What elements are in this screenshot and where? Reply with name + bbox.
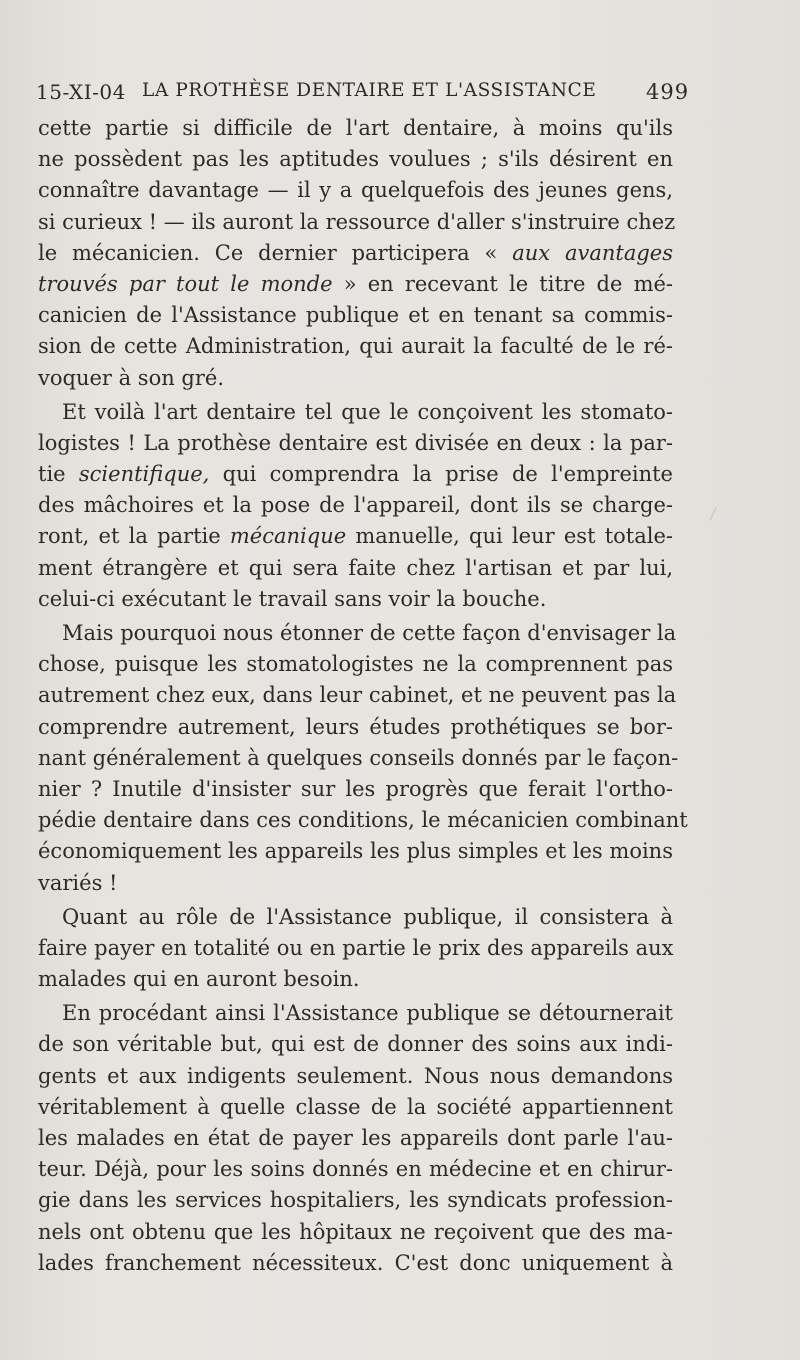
text-line (38, 238, 673, 269)
text-line (38, 584, 673, 615)
text-segment: de son véritable but, qui est de donner des soins aux indi- (38, 1032, 673, 1057)
text-segment: variés ! (38, 870, 118, 895)
text-line (38, 269, 673, 300)
italic-text: aux avantages (512, 240, 673, 265)
text-line (38, 1185, 673, 1216)
text-segment: pédie dentaire dans ces conditions, le mécanicien combinant (38, 808, 688, 833)
paragraph (38, 618, 688, 899)
page-number: 499 (646, 80, 690, 104)
text-line (38, 743, 679, 774)
text-segment: canicien de l'Assistance publique et en tenant sa commis- (38, 303, 673, 328)
text-line (38, 712, 673, 743)
text-line (38, 300, 673, 331)
text-segment: chose, puisque les stomatologistes ne la comprennent pas (38, 652, 673, 677)
text-segment: véritablement à quelle classe de la société appartiennent (38, 1094, 673, 1119)
text-line (38, 459, 673, 490)
text-segment: celui-ci exécutant le travail sans voir la bouche. (38, 586, 547, 611)
text-segment: » en recevant le titre de mé- (332, 271, 674, 296)
paragraph (38, 998, 673, 1279)
text-line (38, 836, 673, 867)
text-line (38, 113, 673, 144)
text-line (38, 805, 688, 836)
text-line (38, 1154, 673, 1185)
text-line (38, 680, 677, 711)
text-line (38, 397, 673, 428)
italic-text: trouvés par tout le monde (38, 271, 333, 296)
italic-text: mécanique (229, 524, 347, 549)
text-line (38, 1217, 673, 1248)
text-line (38, 618, 677, 649)
text-line (38, 144, 673, 175)
text-segment: nant généralement à quelques conseils donnés par le façon- (38, 745, 679, 770)
text-segment: teur. Déjà, pour les soins donnés en médecine et en chirur- (38, 1157, 673, 1182)
text-segment: sion de cette Administration, qui aurait la faculté de le ré- (38, 334, 673, 359)
paper-mark (702, 504, 716, 520)
text-line (38, 207, 676, 238)
text-segment: ment étrangère et qui sera faite chez l'artisan et par lui, (38, 555, 673, 580)
text-segment: Et voilà l'art dentaire tel que le conçoivent les stomato- (62, 399, 673, 424)
text-line (38, 1248, 673, 1279)
text-segment: les malades en état de payer les appareils dont parle l'au- (38, 1126, 673, 1150)
text-segment: connaître davantage — il y a quelquefois des jeunes gens, (38, 178, 673, 203)
text-line (38, 1092, 673, 1123)
text-segment: En procédant ainsi l'Assistance publique se détournerait (62, 1001, 673, 1026)
text-segment: le mécanicien. Ce dernier participera « (38, 240, 513, 265)
text-segment: ne possèdent pas les aptitudes voulues ; s'ils désirent en (38, 147, 673, 172)
text-segment: ront, et la partie (38, 524, 230, 549)
text-line (38, 553, 673, 584)
text-line (38, 521, 673, 552)
text-line (38, 868, 673, 899)
text-segment: cette partie si difficile de l'art dentaire, à moins qu'ils (38, 116, 673, 140)
text-segment: faire payer en totalité ou en partie le prix des appareils aux (38, 935, 674, 960)
text-segment: économiquement les appareils les plus simples et les moins (38, 839, 673, 864)
text-segment: logistes ! La prothèse dentaire est divisée en deux : la par- (38, 430, 673, 455)
text-segment: qui comprendra la prise de l'empreinte (209, 462, 673, 487)
text-segment: manuelle, qui leur est totale- (346, 524, 674, 549)
text-line (38, 902, 673, 933)
text-segment: nels ont obtenu que les hôpitaux ne reçoivent que des ma- (38, 1219, 673, 1244)
text-line (38, 363, 673, 394)
text-segment: malades qui en auront besoin. (38, 967, 360, 992)
text-line (38, 428, 673, 459)
text-line (38, 1061, 673, 1092)
paragraph (38, 113, 676, 394)
text-segment: autrement chez eux, dans leur cabinet, et ne peuvent pas la (38, 683, 677, 708)
text-segment: gents et aux indigents seulement. Nous nous demandons (38, 1063, 673, 1088)
text-segment: si curieux ! — ils auront la ressource d'aller s'instruire chez (38, 209, 676, 234)
running-header (36, 80, 690, 114)
italic-text: scientifique, (78, 462, 210, 487)
header-title: LA PROTHÈSE DENTAIRE ET L'ASSISTANCE (142, 80, 597, 101)
text-line (38, 490, 673, 521)
text-line (38, 964, 673, 995)
paragraph (38, 902, 673, 996)
text-segment: comprendre autrement, leurs études prothétiques se bor- (38, 714, 673, 739)
text-line (38, 774, 673, 805)
text-line (38, 331, 673, 362)
text-segment: tie (38, 462, 79, 487)
text-segment: des mâchoires et la pose de l'appareil, dont ils se charge- (38, 493, 673, 518)
text-segment: gie dans les services hospitaliers, les syndicats profession- (38, 1188, 673, 1213)
text-line (38, 1123, 673, 1154)
text-line (38, 175, 673, 206)
body-text (38, 113, 688, 1282)
text-segment: lades franchement nécessiteux. C'est donc uniquement à (38, 1250, 673, 1275)
paragraph (38, 397, 673, 615)
text-segment: voquer à son gré. (38, 365, 225, 390)
text-line (38, 649, 673, 680)
text-segment: Quant au rôle de l'Assistance publique, il consistera à (62, 904, 673, 929)
text-segment: Mais pourquoi nous étonner de cette façon d'envisager la (62, 621, 677, 645)
text-line (38, 1029, 673, 1060)
text-segment: nier ? Inutile d'insister sur les progrès que ferait l'ortho- (38, 776, 673, 801)
text-line (38, 933, 673, 964)
text-line (38, 998, 673, 1029)
header-date: 15-XI-04 (36, 80, 126, 104)
